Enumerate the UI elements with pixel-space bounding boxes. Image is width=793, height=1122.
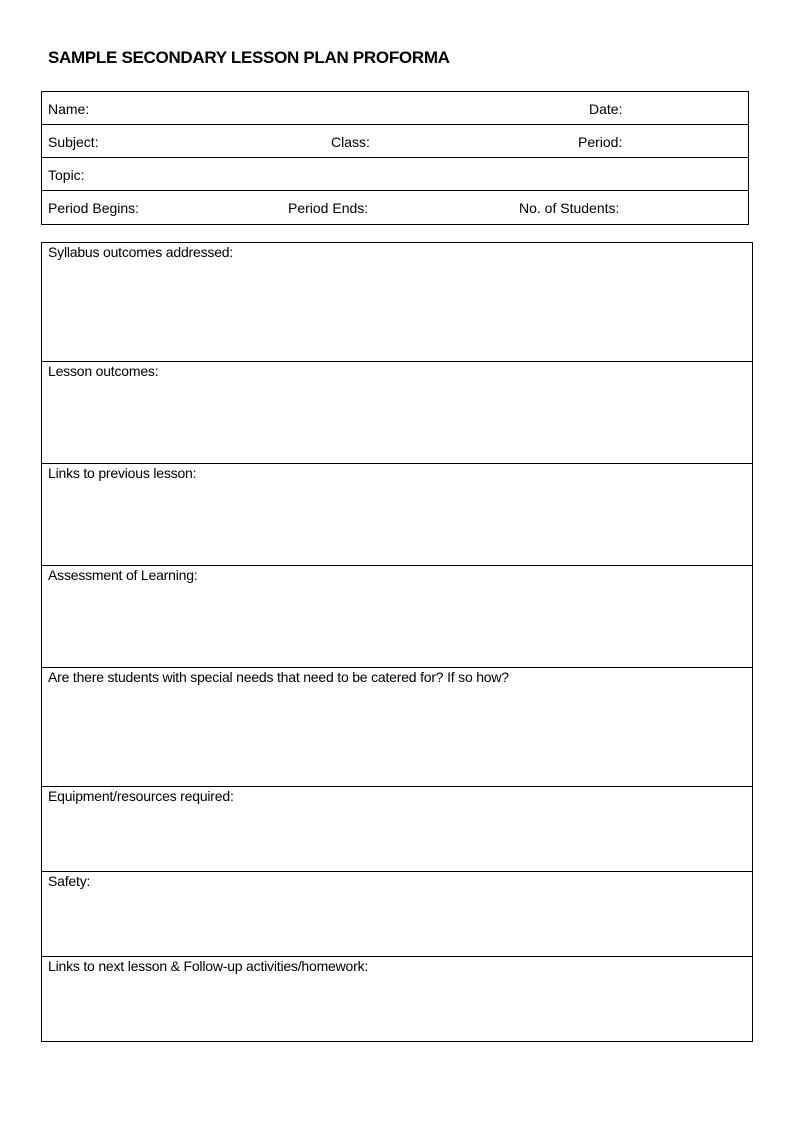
section-lesson-outcomes — [42, 362, 752, 464]
section-equipment-resources — [42, 787, 752, 872]
page-title: SAMPLE SECONDARY LESSON PLAN PROFORMA — [48, 48, 450, 67]
section-label: Equipment/resources required: — [48, 788, 234, 804]
section-links-previous-lesson — [42, 464, 752, 566]
section-label: Links to next lesson & Follow-up activities/homework: — [48, 958, 369, 974]
section-label: Assessment of Learning: — [48, 567, 198, 583]
section-label: Safety: — [48, 873, 91, 889]
section-label: Links to previous lesson: — [48, 465, 197, 481]
section-label: Syllabus outcomes addressed: — [48, 244, 234, 260]
period-ends-label: Period Ends: — [288, 200, 369, 216]
class-label: Class: — [331, 134, 370, 150]
period-label: Period: — [578, 134, 623, 150]
name-label: Name: — [48, 101, 90, 117]
lesson-plan-sections — [41, 242, 753, 1042]
header-row-name-date — [42, 92, 748, 125]
topic-label: Topic: — [48, 167, 85, 183]
section-links-next-lesson — [42, 957, 752, 1041]
header-row-topic — [42, 158, 748, 191]
section-special-needs — [42, 668, 752, 787]
section-label: Lesson outcomes: — [48, 363, 159, 379]
header-row-period-times — [42, 191, 748, 224]
subject-label: Subject: — [48, 134, 99, 150]
period-begins-label: Period Begins: — [48, 200, 140, 216]
header-row-subject-class-period — [42, 125, 748, 158]
section-syllabus-outcomes — [42, 243, 752, 362]
section-safety — [42, 872, 752, 957]
section-label: Are there students with special needs that need to be catered for? If so how? — [48, 669, 509, 685]
lesson-details-table — [41, 91, 749, 225]
section-assessment-of-learning — [42, 566, 752, 668]
date-label: Date: — [589, 101, 623, 117]
number-of-students-label: No. of Students: — [519, 200, 620, 216]
